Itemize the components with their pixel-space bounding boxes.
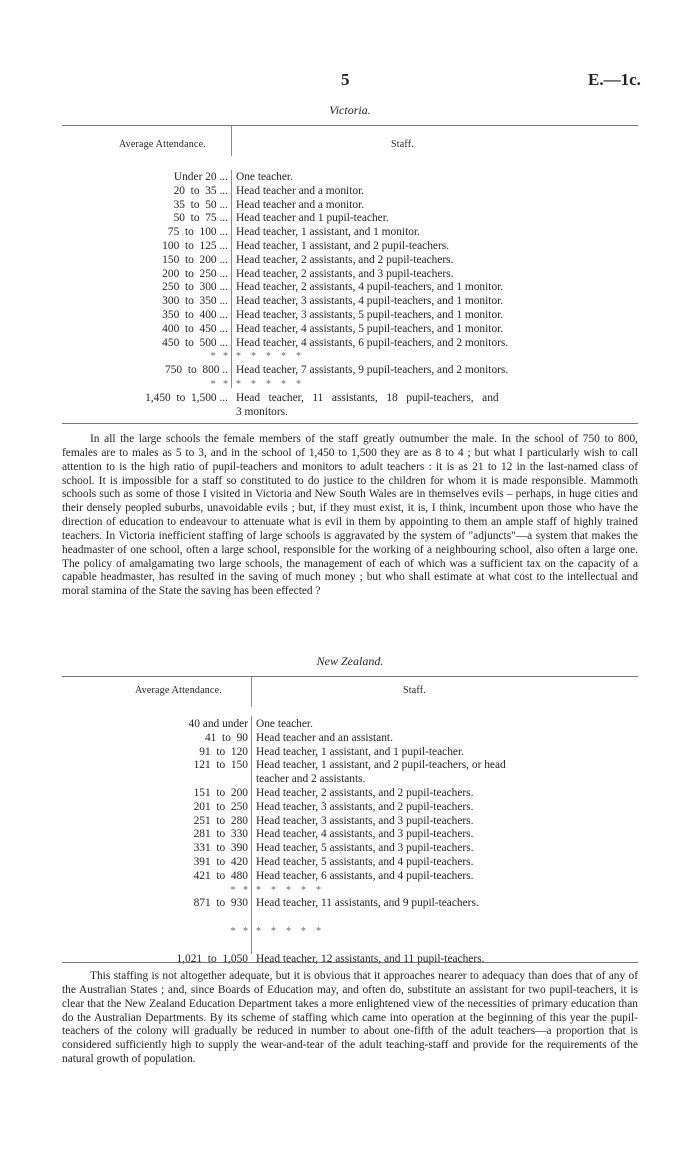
- table-row: [0, 815, 700, 829]
- attendance-cell: 350 to 400 ...: [162, 308, 228, 321]
- table-row: [0, 759, 700, 773]
- table-row: [0, 185, 700, 199]
- table-row: [0, 199, 700, 213]
- victoria-header-divider: [231, 126, 232, 156]
- attendance-cell: * *: [210, 378, 228, 390]
- victoria-table-bottom-rule: [62, 423, 638, 424]
- attendance-cell: 50 to 75 ...: [173, 212, 228, 225]
- attendance-cell: 421 to 480: [193, 869, 248, 882]
- table-row: [0, 406, 700, 420]
- staff-cell: One teacher.: [236, 171, 293, 183]
- table-row: [0, 870, 700, 884]
- attendance-cell: 281 to 330: [193, 828, 248, 841]
- nz-col-staff: Staff.: [403, 685, 426, 696]
- attendance-cell: 1,450 to 1,500 ...: [145, 391, 228, 404]
- staff-cell: Head teacher, 4 assistants, 5 pupil-teachers, and 1 monitor.: [236, 322, 504, 335]
- table-row: [0, 281, 700, 295]
- table-row: [0, 295, 700, 309]
- staff-cell: Head teacher, 6 assistants, and 4 pupil-teachers.: [256, 869, 474, 882]
- staff-cell: * * * * *: [236, 351, 301, 363]
- staff-cell: Head teacher, 4 assistants, 6 pupil-teachers, and 2 monitors.: [236, 336, 509, 349]
- staff-cell: Head teacher and 1 pupil-teacher.: [236, 212, 389, 225]
- paragraph-new-zealand-commentary: This staffing is not altogether adequate, but it is obvious that it approaches nearer to adequacy than does that of any of the Australian States ; and, since Boards of Education may, and often do, substitute an assistant for two pupil-teachers, it is clear that the New Zealand Education Department takes a more enlightened view of the necessities of primary education than do the Australian Departments. By its scheme of staffing which came into operation at the beginning of this year the pupil-teachers of the colony will gradually be reduced in number to about one-fifth of the adult teachers—a proportion that is considered sufficiently high to supply the wear-and-tear of the adult teaching-staff and provide for the requirements of the natural growth of population.: [62, 970, 638, 1066]
- table-row: [0, 226, 700, 240]
- staff-cell: Head teacher, 1 assistant, and 1 pupil-teacher.: [256, 745, 464, 758]
- staff-cell: Head teacher, 3 assistants, 4 pupil-teachers, and 1 monitor.: [236, 295, 504, 308]
- staff-cell: Head teacher, 4 assistants, and 3 pupil-teachers.: [256, 828, 474, 841]
- victoria-col-attendance: Average Attendance.: [119, 139, 206, 150]
- victoria-heading: Victoria.: [329, 103, 371, 117]
- attendance-cell: 150 to 200 ...: [162, 253, 228, 266]
- staff-cell: Head teacher, 2 assistants, and 3 pupil-teachers.: [236, 267, 454, 280]
- table-row: [0, 392, 700, 406]
- table-row: [0, 828, 700, 842]
- attendance-cell: 300 to 350 ...: [162, 295, 228, 308]
- staff-cell: Head teacher and a monitor.: [236, 184, 365, 197]
- staff-cell: Head teacher, 11 assistants, and 9 pupil-teachers.: [256, 897, 479, 910]
- attendance-cell: 151 to 200: [193, 786, 248, 799]
- staff-cell: teacher and 2 assistants.: [256, 773, 366, 786]
- attendance-cell: 450 to 500 ...: [162, 336, 228, 349]
- attendance-cell: Under 20 ...: [173, 171, 228, 183]
- table-row: [0, 884, 700, 898]
- attendance-cell: 200 to 250 ...: [162, 267, 228, 280]
- nz-col-attendance: Average Attendance.: [135, 685, 222, 696]
- attendance-cell: 91 to 120: [199, 745, 248, 758]
- staff-cell: One teacher.: [256, 718, 313, 730]
- table-row: [0, 939, 700, 953]
- new-zealand-heading: New Zealand.: [316, 654, 384, 668]
- table-row: [0, 171, 700, 185]
- table-row: [0, 268, 700, 282]
- staff-cell: Head teacher, 5 assistants, and 3 pupil-teachers.: [256, 842, 474, 855]
- table-row: [0, 746, 700, 760]
- attendance-cell: 201 to 250: [193, 800, 248, 813]
- table-row: [0, 337, 700, 351]
- staff-cell: * * * * *: [256, 925, 321, 937]
- staff-cell: Head teacher, 5 assistants, and 4 pupil-teachers.: [256, 855, 474, 868]
- attendance-cell: 1,021 to 1,050: [176, 952, 248, 965]
- staff-cell: Head teacher, 3 assistants, and 3 pupil-teachers.: [256, 814, 474, 827]
- nz-table-bottom-rule: [62, 962, 638, 963]
- attendance-cell: 41 to 90: [204, 731, 248, 744]
- table-row: [0, 718, 700, 732]
- attendance-cell: 100 to 125 ...: [162, 239, 228, 252]
- table-row: [0, 364, 700, 378]
- attendance-cell: * *: [210, 351, 228, 363]
- table-row: [0, 856, 700, 870]
- table-row: [0, 240, 700, 254]
- victoria-col-staff: Staff.: [391, 139, 414, 150]
- table-row: [0, 323, 700, 337]
- attendance-cell: * *: [230, 925, 248, 937]
- attendance-cell: 750 to 800 ..: [165, 364, 228, 377]
- attendance-cell: 75 to 100 ...: [167, 226, 228, 239]
- attendance-cell: 35 to 50 ...: [173, 198, 228, 211]
- table-row: [0, 787, 700, 801]
- table-row: [0, 773, 700, 787]
- nz-header-divider: [251, 677, 252, 707]
- attendance-cell: * *: [230, 884, 248, 896]
- new-zealand-table: [0, 718, 700, 966]
- page-number: 5: [341, 70, 350, 89]
- attendance-cell: 400 to 450 ...: [162, 322, 228, 335]
- staff-cell: Head teacher and an assistant.: [256, 731, 393, 744]
- attendance-cell: 20 to 35 ...: [173, 184, 228, 197]
- staff-cell: Head teacher, 1 assistant, and 1 monitor.: [236, 226, 420, 239]
- attendance-cell: 250 to 300 ...: [162, 281, 228, 294]
- attendance-cell: 251 to 280: [193, 814, 248, 827]
- staff-cell: Head teacher, 12 assistants, and 11 pupil-teachers.: [256, 952, 485, 965]
- staff-cell: Head teacher, 2 assistants, 4 pupil-teachers, and 1 monitor.: [236, 281, 504, 294]
- table-row: [0, 378, 700, 392]
- victoria-table-top-rule: [62, 125, 638, 126]
- table-row: [0, 801, 700, 815]
- staff-cell: * * * * *: [256, 884, 321, 896]
- table-row: [0, 897, 700, 911]
- table-row: [0, 925, 700, 939]
- table-row: [0, 911, 700, 925]
- attendance-cell: 40 and under: [188, 718, 248, 730]
- nz-table-top-rule: [62, 676, 638, 677]
- table-row: [0, 212, 700, 226]
- series-reference: E.—1c.: [588, 70, 641, 89]
- staff-cell: Head teacher, 2 assistants, and 2 pupil-teachers.: [236, 253, 454, 266]
- victoria-table: [0, 171, 700, 419]
- attendance-cell: 331 to 390: [193, 842, 248, 855]
- staff-cell: 3 monitors.: [236, 405, 288, 418]
- staff-cell: Head teacher, 2 assistants, and 2 pupil-teachers.: [256, 786, 474, 799]
- staff-cell: Head teacher and a monitor.: [236, 198, 365, 211]
- table-row: [0, 842, 700, 856]
- attendance-cell: 121 to 150: [193, 759, 248, 772]
- staff-cell: Head teacher, 7 assistants, 9 pupil-teachers, and 2 monitors.: [236, 364, 509, 377]
- staff-cell: Head teacher, 1 assistant, and 2 pupil-teachers.: [236, 239, 450, 252]
- staff-cell: Head teacher, 11 assistants, 18 pupil-teachers, and: [236, 391, 499, 404]
- table-row: [0, 254, 700, 268]
- staff-cell: Head teacher, 3 assistants, 5 pupil-teachers, and 1 monitor.: [236, 308, 504, 321]
- table-row: [0, 350, 700, 364]
- table-row: [0, 732, 700, 746]
- paragraph-victoria-commentary: In all the large schools the female members of the staff greatly outnumber the male. In the school of 750 to 800, females are to males as 5 to 3, and in the school of 1,450 to 1,500 they are as 8 to 4 ; but what I particularly wish to call attention to is the high ratio of pupil-teachers and monitors to adult teachers : it is as 21 to 12 in the last-named class of school. It is impossible for a staff so constituted to do justice to the children for whom it is made responsible. Mammoth schools such as some of those I visited in Victoria and New South Wales are in themselves evils – perhaps, in huge cities and their densely peopled suburbs, unavoidable evils ; but, if they must exist, it is, I think, incumbent upon those who have the direction of education to endeavour to attenuate what is evil in them by appointing to them an ample staff of highly trained teachers. In Victoria inefficient staffing of large schools is aggravated by the system of "adjuncts"—a system that makes the headmaster of one school, often a large school, responsible for the working of a neighbouring school, also often a large one. The policy of amalgamating two large schools, the management of each of which was a sufficient tax on the capacity of a capable headmaster, has resulted in the saving of much money ; but who shall estimate at what cost to the intellectual and moral stamina of the State the saving has been effected ?: [62, 433, 638, 598]
- staff-cell: Head teacher, 3 assistants, and 2 pupil-teachers.: [256, 800, 474, 813]
- staff-cell: * * * * *: [236, 378, 301, 390]
- table-row: [0, 953, 700, 967]
- staff-cell: Head teacher, 1 assistant, and 2 pupil-teachers, or head: [256, 759, 506, 772]
- attendance-cell: 391 to 420: [193, 855, 248, 868]
- attendance-cell: 871 to 930: [193, 897, 248, 910]
- table-row: [0, 309, 700, 323]
